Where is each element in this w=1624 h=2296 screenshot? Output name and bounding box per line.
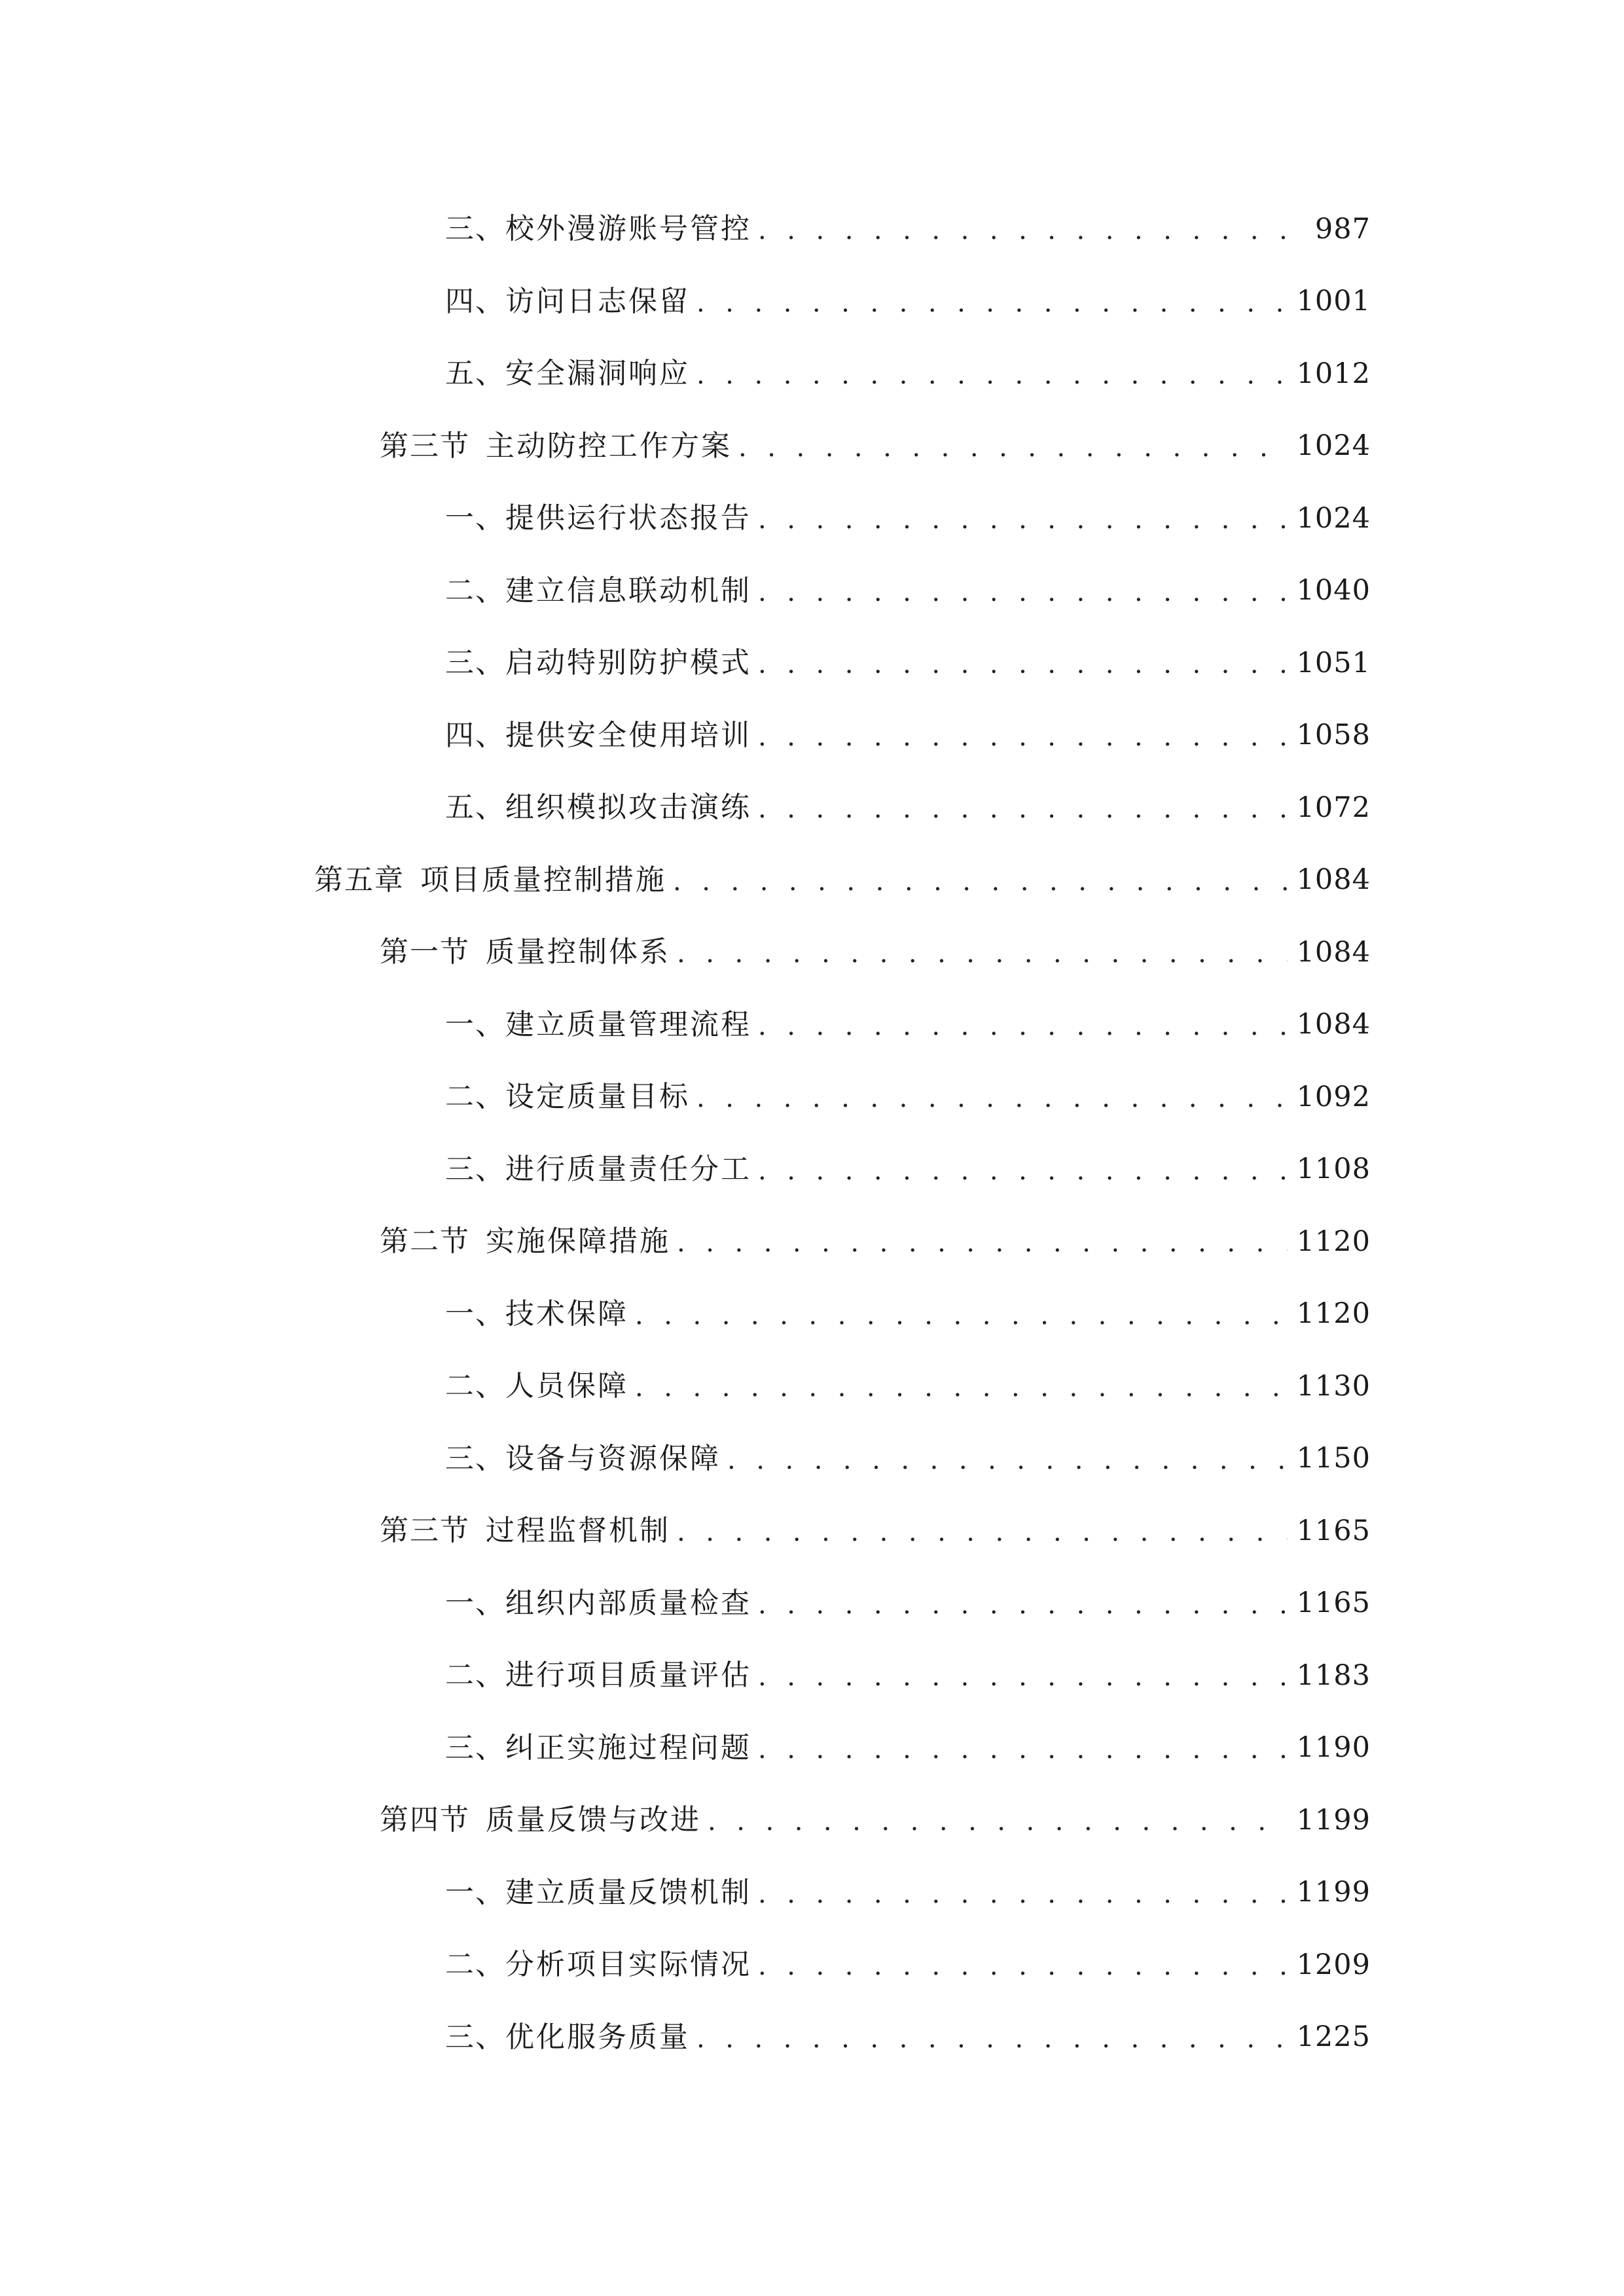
dot-leader	[758, 1158, 1288, 1184]
toc-entry-title: 分析项目实际情况	[505, 1948, 751, 1982]
toc-entry-page: 1165	[1296, 1587, 1371, 1620]
toc-entry-page: 1001	[1296, 285, 1371, 318]
toc-section-entry[interactable]	[0, 1784, 1624, 1857]
dot-leader	[635, 1374, 1288, 1401]
dot-leader	[673, 869, 1288, 895]
toc-entry-page: 1225	[1296, 2020, 1371, 2054]
toc-chapter-entry[interactable]	[0, 844, 1624, 917]
toc-entry-title: 质量反馈与改进	[486, 1803, 701, 1837]
toc-entry[interactable]	[0, 627, 1624, 700]
toc-section-entry[interactable]	[0, 916, 1624, 989]
dot-leader	[758, 507, 1288, 533]
toc-entry-title: 访问日志保留	[505, 284, 690, 318]
dot-leader	[758, 579, 1288, 605]
toc-entry-page: 1024	[1296, 429, 1371, 463]
toc-entry-title: 优化服务质量	[505, 2020, 690, 2054]
toc-entry-title: 设备与资源保障	[505, 1441, 721, 1475]
toc-entry[interactable]	[0, 1061, 1624, 1134]
toc-entry-page: 1058	[1296, 719, 1371, 752]
toc-entry[interactable]	[0, 1857, 1624, 1929]
toc-entry-title: 提供安全使用培训	[505, 718, 751, 752]
toc-entry-title: 提供运行状态报告	[505, 501, 751, 535]
toc-entry-title: 过程监督机制	[486, 1514, 670, 1548]
dot-leader	[677, 1519, 1288, 1545]
toc-entry-page: 1084	[1296, 1008, 1371, 1041]
toc-entry-number: 二、	[445, 1369, 505, 1403]
toc-entry-page: 1190	[1296, 1731, 1371, 1765]
dot-leader	[677, 1230, 1288, 1256]
dot-leader	[696, 362, 1288, 388]
toc-entry-number: 一、	[445, 1007, 505, 1041]
dot-leader	[696, 1085, 1288, 1111]
dot-leader	[727, 1447, 1288, 1473]
toc-entry[interactable]	[0, 1278, 1624, 1351]
dot-leader	[708, 1808, 1288, 1835]
toc-entry-title: 质量控制体系	[486, 935, 670, 969]
dot-leader	[738, 435, 1288, 461]
toc-entry-title: 组织内部质量检查	[505, 1586, 751, 1620]
toc-entry-number: 三、	[445, 2020, 505, 2054]
toc-entry[interactable]	[0, 989, 1624, 1062]
toc-entry[interactable]	[0, 1712, 1624, 1785]
toc-entry-number: 一、	[445, 1875, 505, 1909]
toc-entry-title: 设定质量目标	[505, 1080, 690, 1114]
toc-entry-number: 二、	[445, 1080, 505, 1114]
toc-entry-title: 进行项目质量评估	[505, 1659, 751, 1693]
toc-entry-page: 1183	[1296, 1659, 1371, 1692]
dot-leader	[635, 1302, 1288, 1329]
toc-entry-title: 进行质量责任分工	[505, 1152, 751, 1186]
toc-entry-title: 启动特别防护模式	[505, 646, 751, 680]
toc-section-entry[interactable]	[0, 1495, 1624, 1568]
toc-entry-page: 1072	[1296, 791, 1371, 824]
toc-entry-number: 三、	[445, 1152, 505, 1186]
toc-entry-page: 1150	[1296, 1442, 1371, 1475]
toc-entry-title: 项目质量控制措施	[420, 863, 666, 897]
toc-entry-number: 一、	[445, 501, 505, 535]
dot-leader	[758, 724, 1288, 750]
toc-entry[interactable]	[0, 338, 1624, 410]
toc-entry-number: 第三节	[380, 1514, 470, 1548]
toc-entry-number: 一、	[445, 1297, 505, 1331]
dot-leader	[758, 1953, 1288, 1979]
toc-entry[interactable]	[0, 193, 1624, 266]
dot-leader	[758, 796, 1288, 822]
toc-entry[interactable]	[0, 1929, 1624, 2001]
toc-entry-number: 第三节	[380, 429, 470, 463]
toc-entry-page: 1120	[1296, 1225, 1371, 1258]
dot-leader	[696, 290, 1288, 316]
toc-entry[interactable]	[0, 700, 1624, 772]
toc-entry-title: 实施保障措施	[486, 1225, 670, 1259]
dot-leader	[758, 1592, 1288, 1618]
toc-section-entry[interactable]	[0, 1206, 1624, 1278]
toc-section-entry[interactable]	[0, 410, 1624, 483]
toc-entry-page: 1051	[1296, 646, 1371, 679]
toc-entry-number: 五、	[445, 791, 505, 825]
toc-entry-page: 987	[1314, 212, 1371, 245]
toc-entry-title: 主动防控工作方案	[486, 429, 732, 463]
toc-entry-page: 1012	[1296, 357, 1371, 390]
toc-entry-title: 建立信息联动机制	[505, 573, 751, 607]
toc-entry-number: 第一节	[380, 935, 470, 969]
toc-entry-title: 纠正实施过程问题	[505, 1731, 751, 1765]
toc-entry-page: 1165	[1296, 1514, 1371, 1547]
table-of-contents	[0, 193, 1624, 2073]
toc-entry[interactable]	[0, 1134, 1624, 1206]
toc-entry-title: 建立质量反馈机制	[505, 1875, 751, 1909]
toc-entry-page: 1024	[1296, 501, 1371, 535]
toc-entry[interactable]	[0, 482, 1624, 555]
dot-leader	[758, 1881, 1288, 1907]
toc-entry-page: 1084	[1296, 935, 1371, 969]
dot-leader	[758, 651, 1288, 677]
toc-entry-number: 三、	[445, 1731, 505, 1765]
toc-entry-page: 1199	[1296, 1803, 1371, 1837]
dot-leader	[677, 941, 1288, 967]
toc-entry-number: 一、	[445, 1586, 505, 1620]
toc-entry-number: 第四节	[380, 1803, 470, 1837]
toc-entry-number: 二、	[445, 573, 505, 607]
toc-entry-page: 1040	[1296, 574, 1371, 607]
toc-entry-title: 组织模拟攻击演练	[505, 791, 751, 825]
dot-leader	[696, 2026, 1288, 2052]
dot-leader	[758, 1013, 1288, 1039]
toc-entry-number: 三、	[445, 646, 505, 680]
toc-entry[interactable]	[0, 1568, 1624, 1640]
toc-entry-number: 四、	[445, 284, 505, 318]
dot-leader	[758, 1736, 1288, 1763]
toc-entry-page: 1130	[1296, 1369, 1371, 1403]
toc-entry-page: 1209	[1296, 1948, 1371, 1981]
toc-entry-number: 二、	[445, 1948, 505, 1982]
toc-entry-number: 五、	[445, 357, 505, 391]
toc-entry-number: 第五章	[314, 863, 405, 897]
toc-entry-page: 1092	[1296, 1080, 1371, 1113]
toc-entry-page: 1199	[1296, 1876, 1371, 1909]
toc-entry-page: 1108	[1296, 1153, 1371, 1186]
toc-entry-number: 第二节	[380, 1225, 470, 1259]
toc-entry-number: 三、	[445, 1441, 505, 1475]
toc-entry-title: 安全漏洞响应	[505, 357, 690, 391]
toc-entry[interactable]	[0, 2001, 1624, 2074]
toc-entry-number: 三、	[445, 212, 505, 246]
toc-entry-page: 1120	[1296, 1297, 1371, 1331]
toc-entry[interactable]	[0, 1640, 1624, 1712]
toc-entry-number: 四、	[445, 718, 505, 752]
toc-entry-page: 1084	[1296, 863, 1371, 897]
dot-leader	[758, 217, 1306, 243]
toc-entry-title: 人员保障	[505, 1369, 628, 1403]
toc-entry-title: 技术保障	[505, 1297, 628, 1331]
toc-entry[interactable]	[0, 1423, 1624, 1496]
toc-entry[interactable]	[0, 1350, 1624, 1423]
toc-entry[interactable]	[0, 266, 1624, 338]
toc-entry-title: 建立质量管理流程	[505, 1007, 751, 1041]
toc-entry[interactable]	[0, 555, 1624, 628]
toc-entry-title: 校外漫游账号管控	[505, 212, 751, 246]
dot-leader	[758, 1664, 1288, 1690]
toc-entry-number: 二、	[445, 1659, 505, 1693]
toc-entry[interactable]	[0, 772, 1624, 844]
